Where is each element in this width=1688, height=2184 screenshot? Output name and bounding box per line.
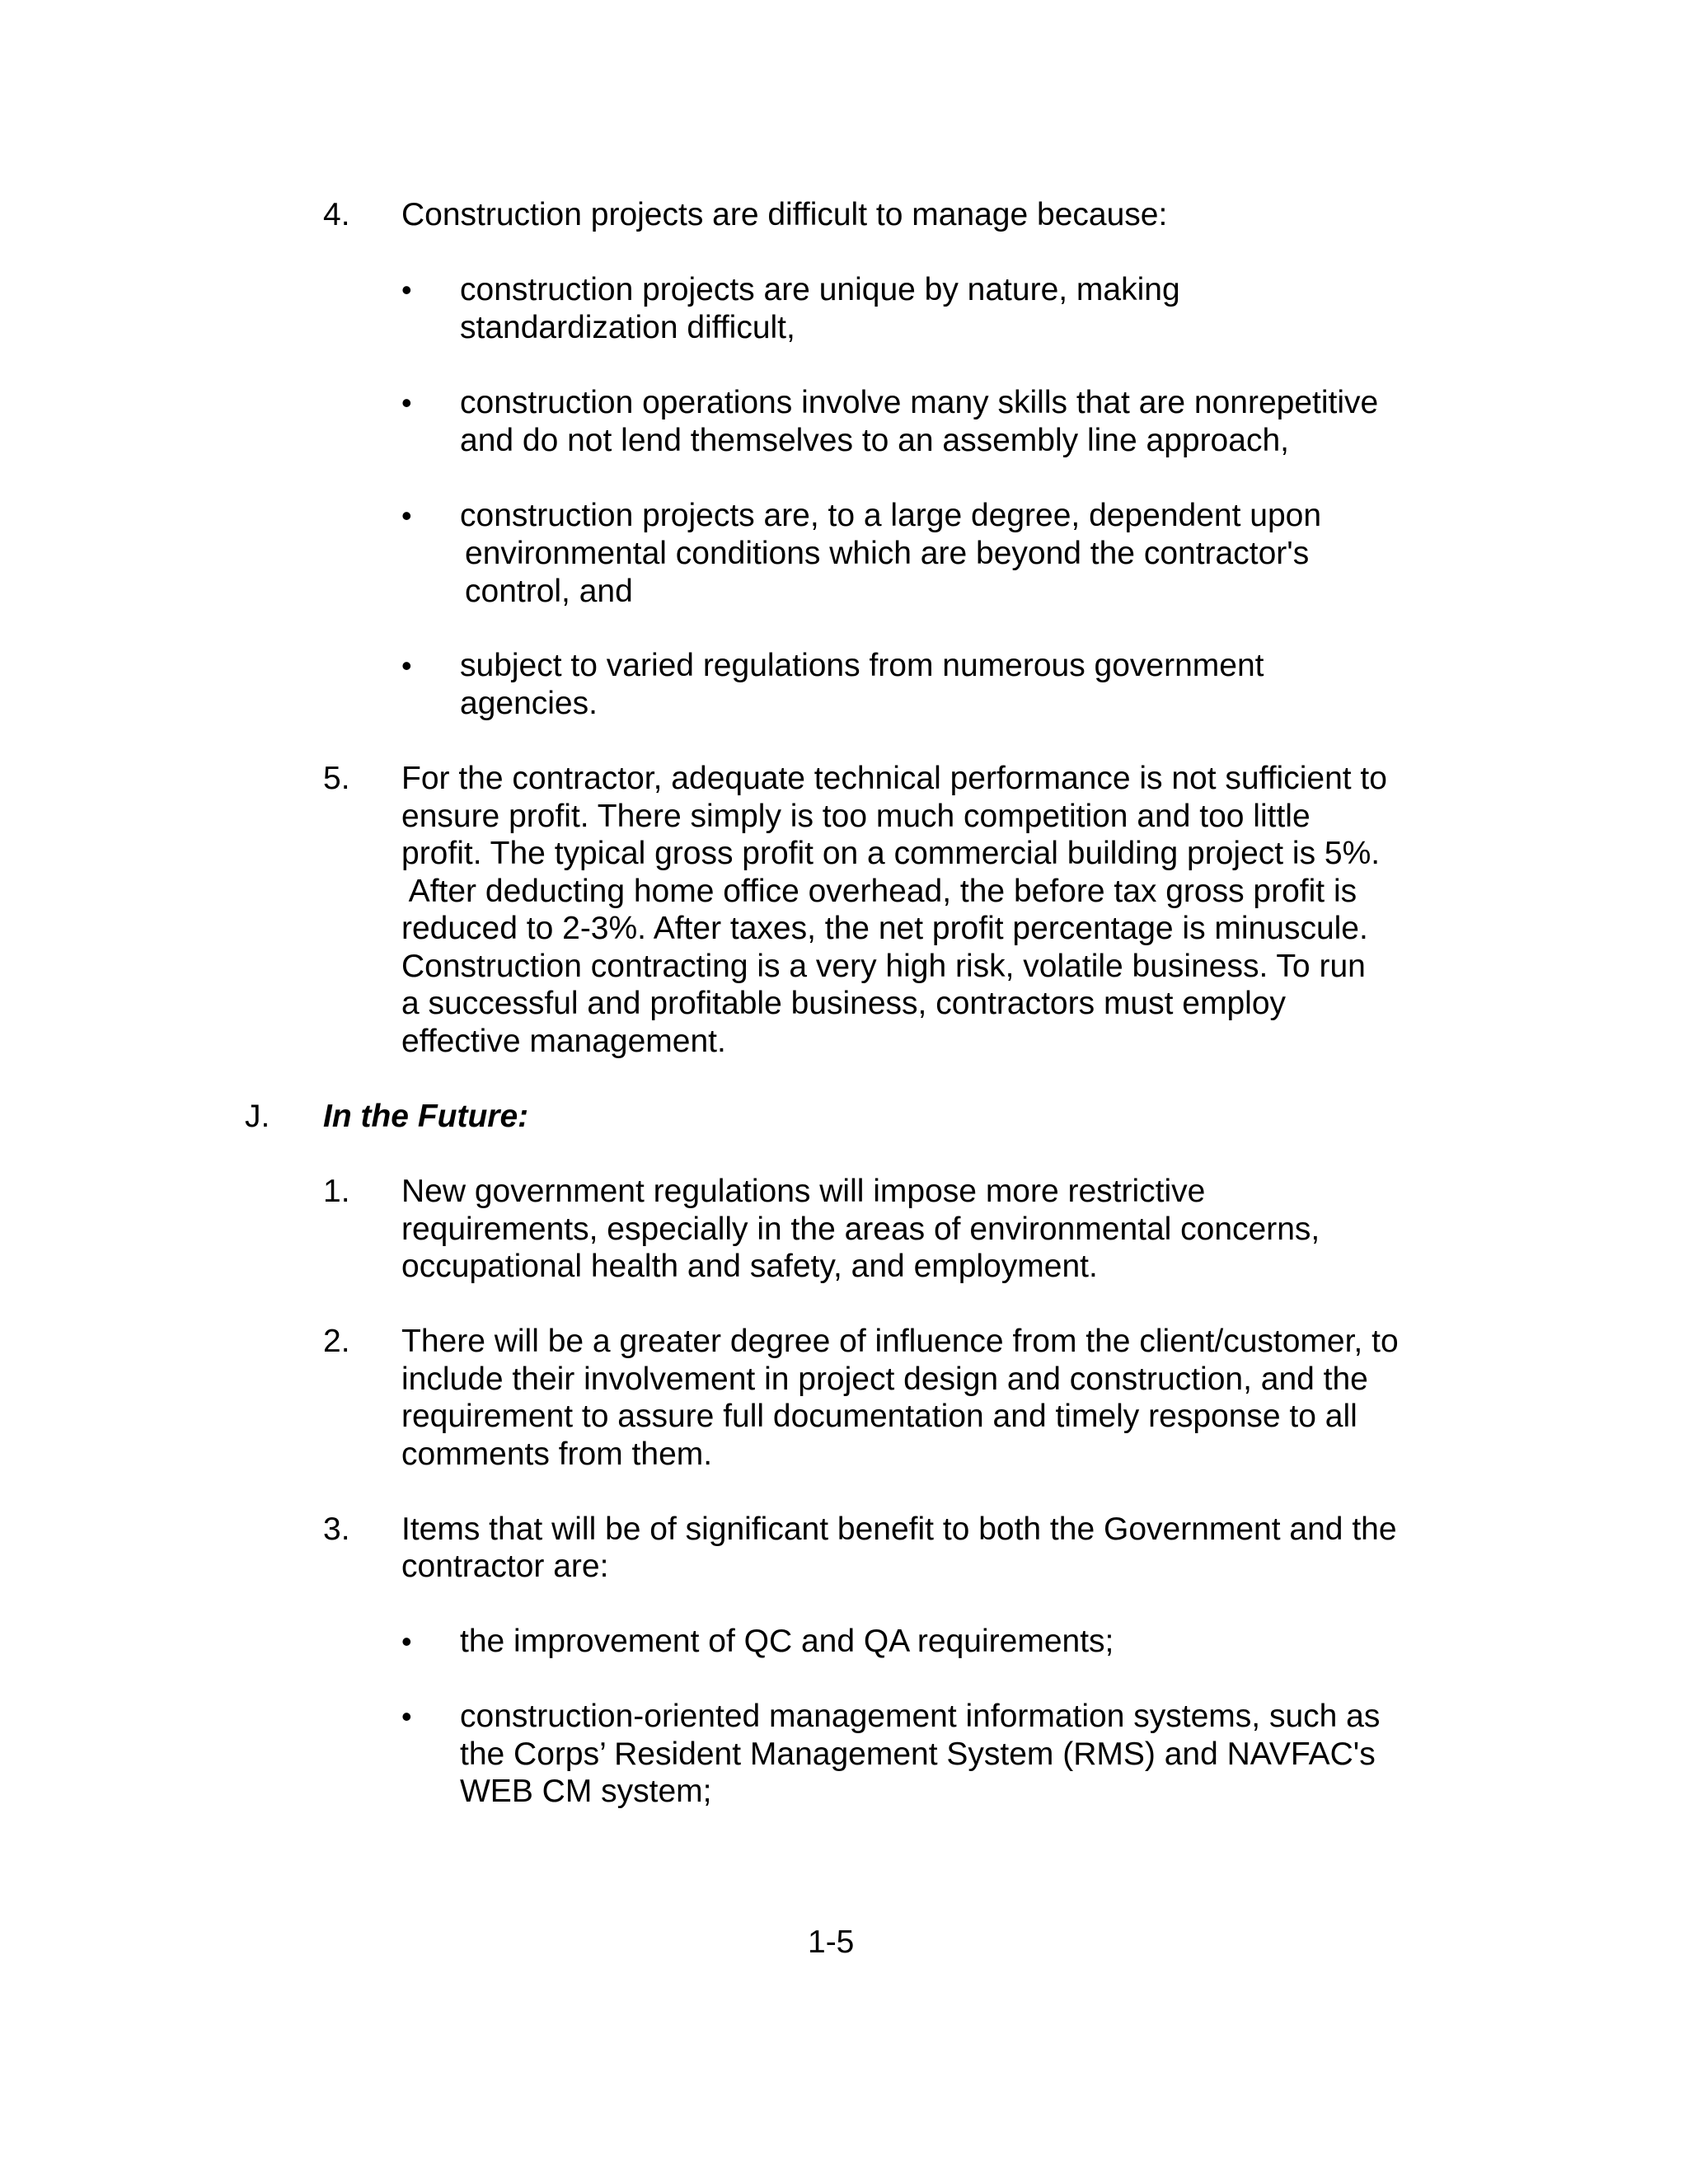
bullet-text-line: construction projects are, to a large degree, dependent upon bbox=[460, 498, 1322, 533]
bullet-text-line: subject to varied regulations from numerous government bbox=[460, 648, 1264, 683]
j-item-2-number: 2. bbox=[323, 1324, 350, 1359]
bullet-text-line: construction-oriented management information systems, such as bbox=[460, 1699, 1381, 1734]
bullet-text-line: environmental conditions which are beyond the contractor's bbox=[465, 536, 1310, 571]
j-item-1-line: occupational health and safety, and employment. bbox=[401, 1249, 1098, 1284]
bullet-text-line: WEB CM system; bbox=[460, 1774, 712, 1809]
bullet-text-line: the Corps’ Resident Management System (RMS) and NAVFAC's bbox=[460, 1736, 1376, 1772]
item-4-number: 4. bbox=[323, 197, 350, 232]
section-j-letter: J. bbox=[245, 1099, 270, 1134]
item-4-text: Construction projects are difficult to manage because: bbox=[401, 197, 1168, 232]
j-item-1-line: New government regulations will impose more restrictive bbox=[401, 1174, 1206, 1209]
bullet-text-line: construction operations involve many skills that are nonrepetitive bbox=[460, 385, 1379, 420]
bullet-symbol: • bbox=[401, 1699, 412, 1733]
item-5-line: For the contractor, adequate technical performance is not sufficient to bbox=[401, 761, 1387, 796]
j-item-3-line: contractor are: bbox=[401, 1549, 609, 1584]
j-item-2-line: There will be a greater degree of influence from the client/customer, to bbox=[401, 1324, 1399, 1359]
bullet-symbol: • bbox=[401, 499, 412, 532]
bullet-symbol: • bbox=[401, 649, 412, 682]
bullet-text-line: control, and bbox=[465, 574, 633, 609]
item-5-line: effective management. bbox=[401, 1024, 726, 1059]
item-5-line: a successful and profitable business, contractors must employ bbox=[401, 986, 1287, 1021]
j-item-2-line: include their involvement in project design and construction, and the bbox=[401, 1361, 1368, 1397]
section-j-heading: In the Future: bbox=[323, 1099, 529, 1134]
j-item-1-line: requirements, especially in the areas of environmental concerns, bbox=[401, 1212, 1320, 1247]
j-item-2-line: comments from them. bbox=[401, 1436, 713, 1472]
bullet-text-line: agencies. bbox=[460, 686, 598, 721]
bullet-text-line: construction projects are unique by nature, making bbox=[460, 272, 1180, 307]
item-5-line: ensure profit. There simply is too much competition and too little bbox=[401, 799, 1311, 834]
item-5-line: profit. The typical gross profit on a commercial building project is 5%. bbox=[401, 836, 1381, 871]
bullet-text-line: the improvement of QC and QA requirements; bbox=[460, 1624, 1114, 1659]
j-item-3-line: Items that will be of significant benefit to both the Government and the bbox=[401, 1511, 1397, 1547]
item-5-line: Construction contracting is a very high risk, volatile business. To run bbox=[401, 949, 1366, 984]
bullet-symbol: • bbox=[401, 386, 412, 419]
page-number: 1-5 bbox=[808, 1924, 855, 1960]
j-item-3-number: 3. bbox=[323, 1511, 350, 1547]
bullet-symbol: • bbox=[401, 1624, 412, 1658]
item-5-line: After deducting home office overhead, the before tax gross profit is bbox=[401, 874, 1357, 909]
bullet-text-line: and do not lend themselves to an assembly line approach, bbox=[460, 423, 1289, 458]
j-item-1-number: 1. bbox=[323, 1174, 350, 1209]
bullet-text-line: standardization difficult, bbox=[460, 310, 795, 345]
item-5-number: 5. bbox=[323, 761, 350, 796]
item-5-line: reduced to 2-3%. After taxes, the net profit percentage is minuscule. bbox=[401, 911, 1368, 946]
j-item-2-line: requirement to assure full documentation and timely response to all bbox=[401, 1399, 1357, 1434]
bullet-symbol: • bbox=[401, 273, 412, 307]
